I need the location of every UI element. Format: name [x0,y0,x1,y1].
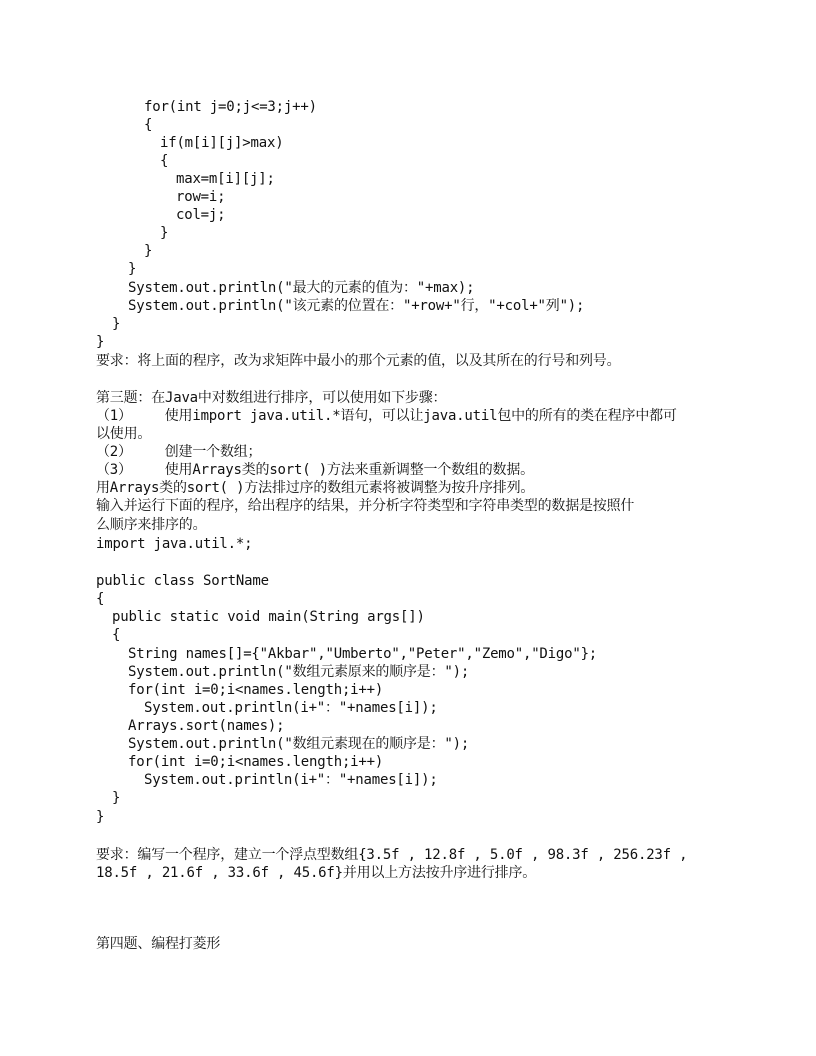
requirement-text: 要求：将上面的程序，改为求矩阵中最小的那个元素的值，以及其所在的行号和列号。 [96,353,621,369]
code-line: { [160,153,169,169]
question-3-title: 第三题：在Java中对数组进行排序，可以使用如下步骤： [96,390,447,406]
code-line: } [96,809,105,825]
code-line: { [144,117,153,133]
step-3: （3） 使用Arrays类的sort( )方法来重新调整一个数组的数据。 [96,462,534,478]
code-line: System.out.println("最大的元素的值为："+max); [128,280,475,296]
code-line: col=j; [176,207,226,223]
code-line: { [96,591,105,607]
code-line: row=i; [176,189,226,205]
code-line: System.out.println("数组元素原来的顺序是："); [128,664,470,680]
code-line: public class SortName [96,573,269,589]
code-line: max=m[i][j]; [176,171,275,187]
requirement-text: 要求：编写一个程序，建立一个浮点型数组{3.5f , 12.8f , 5.0f , 98.3f , 256.23f , [96,847,688,863]
code-line: String names[]={"Akbar","Umberto","Peter","Zemo","Digo"}; [128,646,598,662]
step-1-continued: 以使用。 [96,426,152,442]
code-line: System.out.println(i+"："+names[i]); [144,772,438,788]
code-line: for(int j=0;j<=3;j++) [144,99,317,115]
code-line: } [112,790,121,806]
code-line: System.out.println("该元素的位置在："+row+"行，"+col+"列"); [128,298,585,314]
code-line: System.out.println(i+"："+names[i]); [144,700,438,716]
code-line: import java.util.*; [96,536,253,552]
code-line: } [160,225,169,241]
requirement-text-continued: 18.5f , 21.6f , 33.6f , 45.6f}并用以上方法按升序进行排序。 [96,865,537,881]
code-line: { [112,627,121,643]
code-line: System.out.println("数组元素现在的顺序是："); [128,736,470,752]
code-line: } [96,334,105,350]
code-line: public static void main(String args[]) [112,609,425,625]
code-line: } [144,243,153,259]
code-line: if(m[i][j]>max) [160,135,284,151]
code-line: for(int i=0;i<names.length;i++) [128,682,384,698]
instruction-text: 输入并运行下面的程序，给出程序的结果，并分析字符类型和字符串类型的数据是按照什 [96,498,635,514]
code-line: for(int i=0;i<names.length;i++) [128,754,384,770]
step-2: （2） 创建一个数组； [96,444,262,460]
step-1: （1） 使用import java.util.*语句，可以让java.util包中的所有的类在程序中都可 [96,408,677,424]
instruction-text-continued: 么顺序来排序的。 [96,517,207,533]
note-text: 用Arrays类的sort( )方法排过序的数组元素将被调整为按升序排列。 [96,480,535,496]
code-line: } [112,316,121,332]
question-4-title: 第四题、编程打菱形 [96,936,221,952]
code-line: } [128,261,137,277]
code-line: Arrays.sort(names); [128,718,285,734]
